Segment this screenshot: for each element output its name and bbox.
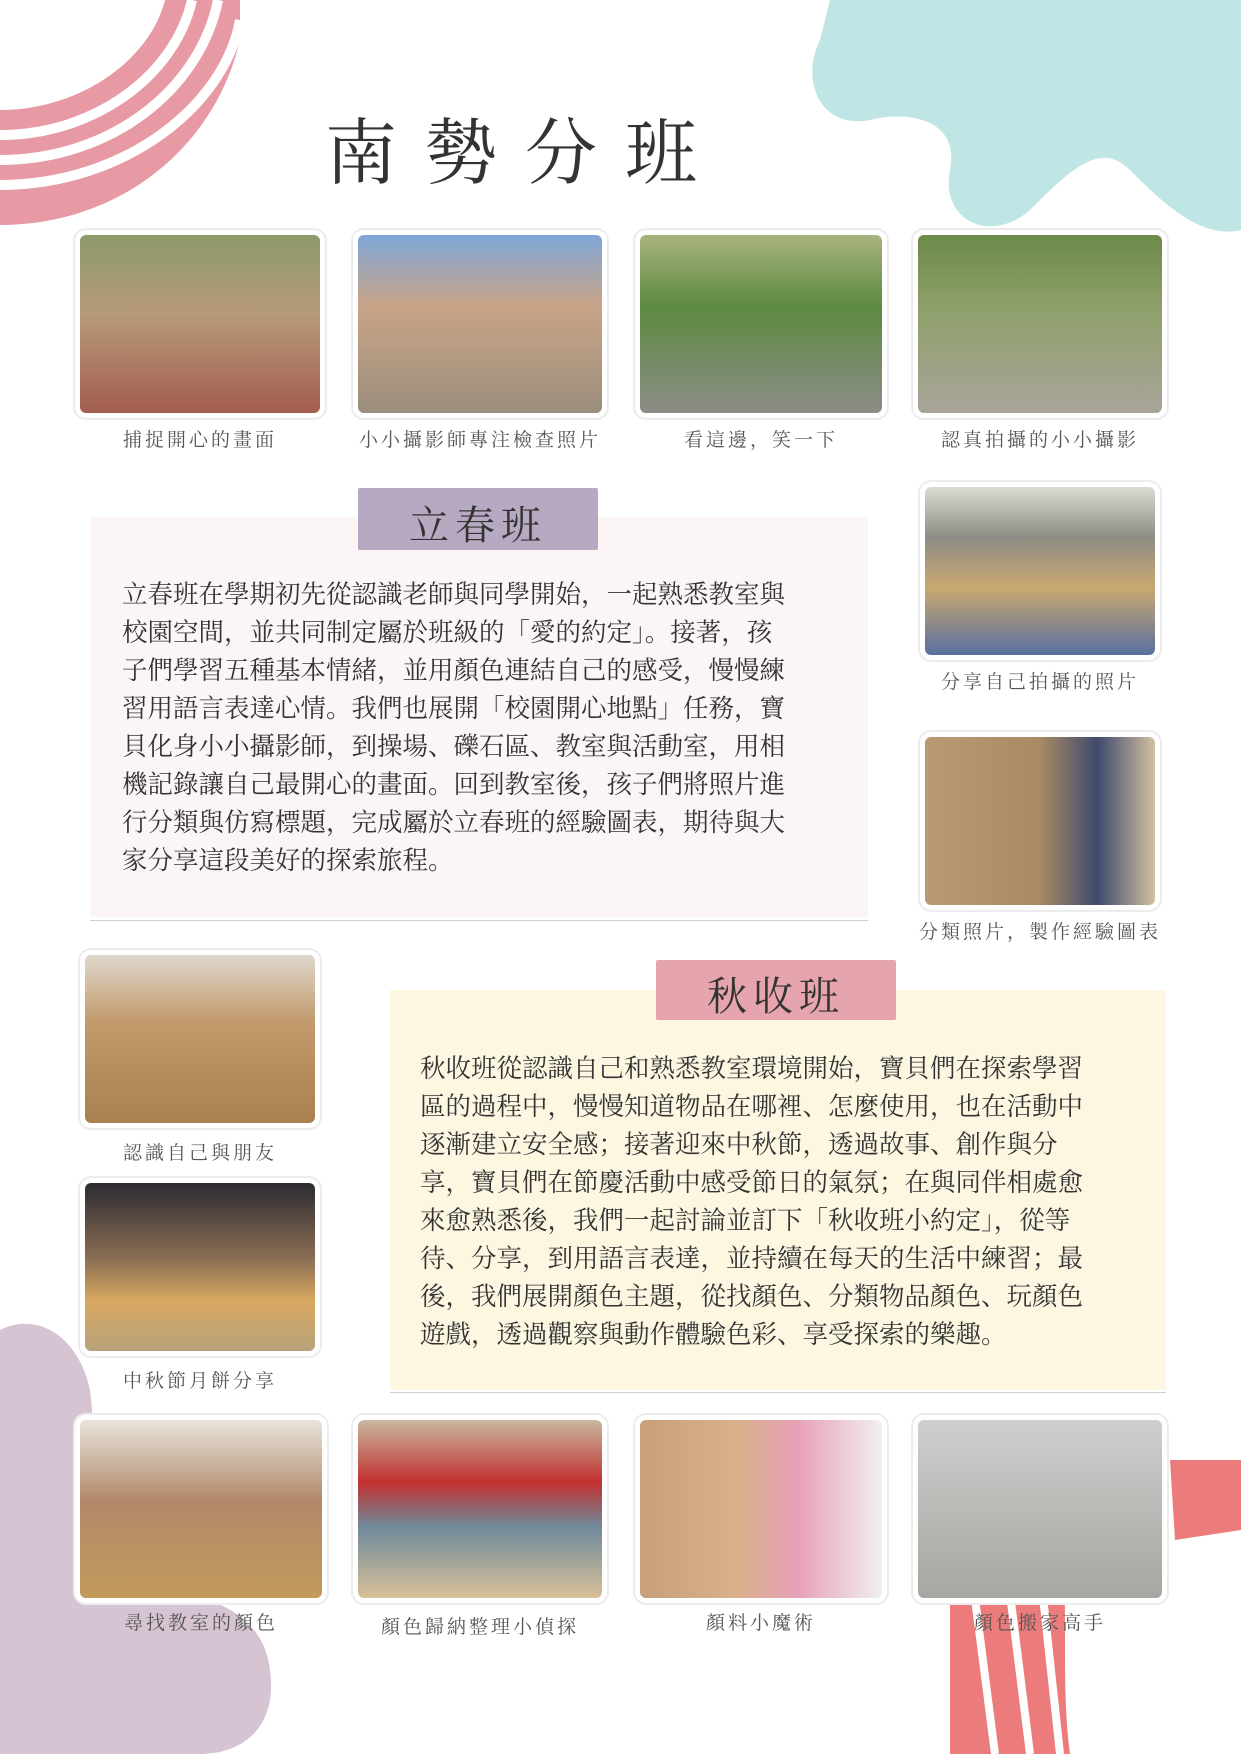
lichun-description: [122, 576, 862, 880]
caption-color-moving-expert: 顏色搬家高手: [973, 1612, 1106, 1634]
text-line: 貝化身小小攝影師，到操場、礫石區、教室與活動室，用相: [122, 732, 786, 762]
text-line: 秋收班從認識自己和熟悉教室環境開始，寶貝們在探索學習: [420, 1054, 1084, 1084]
caption-checking-photos: 小小攝影師專注檢查照片: [358, 429, 601, 451]
text-line: 來愈熟悉後，我們一起討論並訂下「秋收班小約定」，從等: [420, 1206, 1071, 1236]
text-line: 習用語言表達心情。我們也展開「校園開心地點」任務，寶: [122, 694, 786, 724]
caption-classifying-photos: 分類照片，製作經驗圖表: [918, 921, 1161, 943]
text-line: 校園空間，並共同制定屬於班級的「愛的約定」。接著，孩: [122, 618, 773, 648]
caption-mooncake-sharing: 中秋節月餅分享: [122, 1370, 277, 1392]
caption-capturing-happy-moments: 捕捉開心的畫面: [122, 429, 277, 451]
caption-sharing-own-photos: 分享自己拍攝的照片: [940, 671, 1139, 693]
qiushou-description: [420, 1050, 1160, 1354]
photo-finding-classroom-colors: [80, 1420, 322, 1598]
text-line: 行分類與仿寫標題，完成屬於立春班的經驗圖表，期待與大: [122, 808, 786, 838]
text-line: 逐漸建立安全感；接著迎來中秋節，透過故事、創作與分: [420, 1130, 1058, 1160]
photo-color-sorting-detective: [358, 1420, 602, 1598]
text-line: 待、分享，到用語言表達，並持續在每天的生活中練習；最: [420, 1244, 1084, 1274]
caption-little-photographers: 認真拍攝的小小攝影: [940, 429, 1139, 451]
caption-paint-magic: 顏料小魔術: [705, 1612, 816, 1634]
photo-sharing-own-photos: [925, 487, 1155, 655]
text-line: 家分享這段美好的探索旅程。: [122, 846, 454, 876]
photo-smile-here: [640, 235, 882, 413]
lichun-title: 立春班: [409, 503, 547, 549]
text-line: 遊戲，透過觀察與動作體驗色彩、享受探索的樂趣。: [420, 1320, 1007, 1350]
qiushou-divider: [390, 1392, 1166, 1393]
text-line: 後，我們展開顏色主題，從找顏色、分類物品顏色、玩顏色: [420, 1282, 1084, 1312]
text-line: 享，寶貝們在節慶活動中感受節日的氣氛；在與同伴相處愈: [420, 1168, 1084, 1198]
text-line: 機記錄讓自己最開心的畫面。回到教室後，孩子們將照片進: [122, 770, 786, 800]
text-line: 立春班在學期初先從認識老師與同學開始，一起熟悉教室與: [122, 580, 786, 610]
caption-smile-here: 看這邊，笑一下: [683, 429, 838, 451]
teal-blob-decoration: [800, 0, 1241, 240]
photo-knowing-self-and-friends: [85, 955, 315, 1123]
lichun-divider: [90, 920, 868, 921]
page-title: 南勢分班: [325, 111, 726, 195]
text-line: 子們學習五種基本情緒，並用顏色連結自己的感受，慢慢練: [122, 656, 786, 686]
photo-capturing-happy-moments: [80, 235, 320, 413]
photo-classifying-photos: [925, 737, 1155, 905]
caption-finding-classroom-colors: 尋找教室的顏色: [123, 1612, 278, 1634]
photo-mooncake-sharing: [85, 1183, 315, 1351]
photo-color-moving-expert: [918, 1420, 1162, 1598]
pink-arc-decoration: [0, 0, 240, 240]
photo-checking-photos: [358, 235, 602, 413]
caption-color-sorting-detective: 顏色歸納整理小偵探: [380, 1616, 579, 1638]
caption-knowing-self-and-friends: 認識自己與朋友: [122, 1142, 277, 1164]
text-line: 區的過程中，慢慢知道物品在哪裡、怎麼使用，也在活動中: [420, 1092, 1084, 1122]
photo-little-photographers: [918, 235, 1162, 413]
photo-paint-magic: [640, 1420, 882, 1598]
qiushou-title: 秋收班: [707, 974, 845, 1020]
